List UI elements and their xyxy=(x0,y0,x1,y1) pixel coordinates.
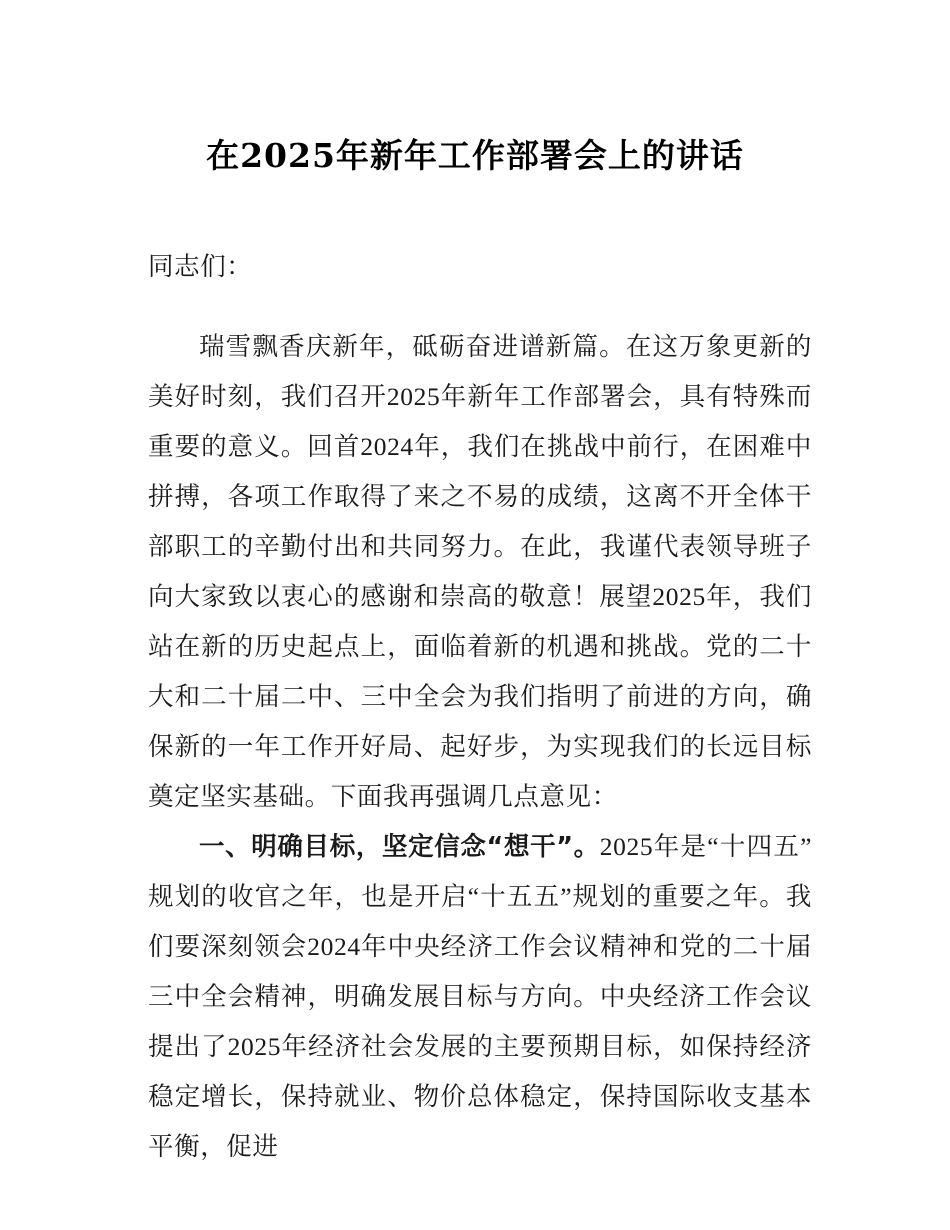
paragraph-section-one xyxy=(148,822,812,1172)
document-body xyxy=(148,242,812,1172)
section-one-heading: 一、明确目标，坚定信念“想干”。 xyxy=(199,832,600,862)
section-one-text: 2025年是“十四五”规划的收官之年，也是开启“十五五”规划的重要之年。我们要深刻领会2024年中央经济工作会议精神和党的二十届三中全会精神，明确发展目标与方向。中央经济工作会议提出了2025年经济社会发展的主要预期目标，如保持经济稳定增长，保持就业、物价总体稳定，保持国际收支基本平衡，促进 xyxy=(148,832,812,1161)
salutation-line: 同志们： xyxy=(148,252,253,281)
paragraph-opening: 瑞雪飘香庆新年，砥砺奋进谱新篇。在这万象更新的美好时刻，我们召开2025年新年工作部署会，具有特殊而重要的意义。回首2024年，我们在挑战中前行，在困难中拼搏，各项工作取得了来之不易的成绩，这离不开全体干部职工的辛勤付出和共同努力。在此，我谨代表领导班子向大家致以衷心的感谢和崇高的敬意！展望2025年，我们站在新的历史起点上，面临着新的机遇和挑战。党的二十大和二十届二中、三中全会为我们指明了前进的方向，确保新的一年工作开好局、起好步，为实现我们的长远目标奠定坚实基础。下面我再强调几点意见： xyxy=(148,332,812,811)
page-title: 在2025年新年工作部署会上的讲话 xyxy=(206,136,744,176)
